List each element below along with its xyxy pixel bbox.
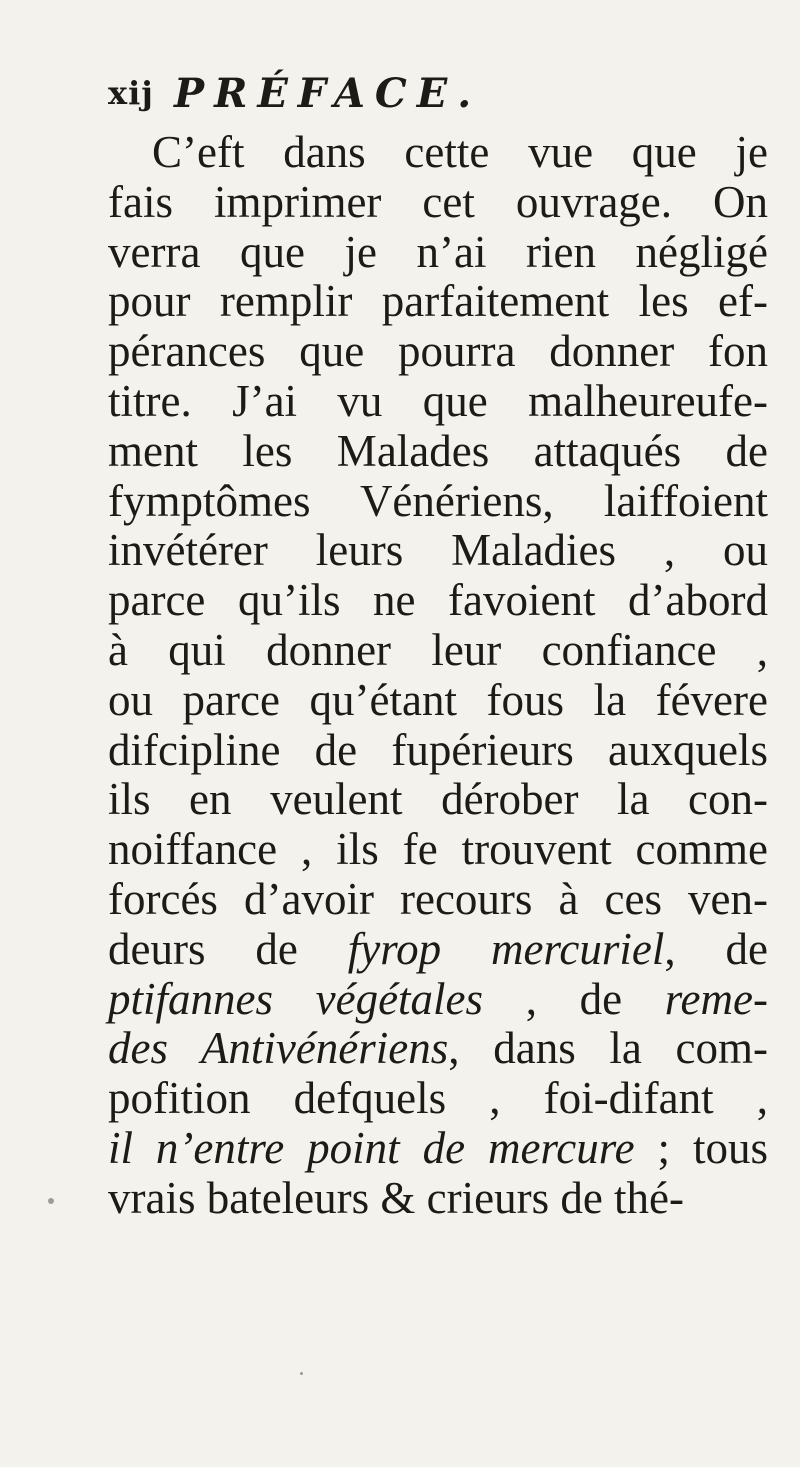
text-line <box>108 526 768 576</box>
text-segment: ou parce qu’étant fous la févere <box>108 674 768 725</box>
text-segment: parce qu’ils ne favoient d’abord <box>108 575 768 626</box>
page-header <box>108 70 728 120</box>
text-line <box>108 1124 768 1174</box>
italic-text: reme- <box>664 973 768 1024</box>
running-head: PRÉFACE. <box>174 70 482 117</box>
text-line <box>108 576 768 626</box>
text-line <box>108 1074 768 1124</box>
text-segment: , de <box>664 923 768 974</box>
text-segment: à qui donner leur confiance , <box>108 624 768 675</box>
text-line <box>108 775 768 825</box>
italic-text: des Antivénériens <box>108 1023 449 1074</box>
text-line <box>108 925 768 975</box>
text-line <box>108 726 768 776</box>
text-segment: noiffance , ils fe trouvent comme <box>108 824 768 875</box>
text-line <box>108 825 768 875</box>
text-segment: titre. J’ai vu que malheureufe- <box>108 375 768 426</box>
text-segment: fais imprimer cet ouvrage. On <box>108 176 768 227</box>
text-line <box>108 477 768 527</box>
text-segment: difcipline de fupérieurs auxquels <box>108 724 768 775</box>
text-segment: ils en veulent dérober la con- <box>108 774 768 825</box>
text-line <box>108 975 768 1025</box>
text-segment: pérances que pourra donner fon <box>108 326 768 377</box>
text-segment: , de <box>483 973 665 1024</box>
text-segment: deurs de <box>108 923 348 974</box>
text-line <box>108 875 768 925</box>
text-line <box>108 228 768 278</box>
text-line <box>108 1024 768 1074</box>
text-segment: invétérer leurs Maladies , ou <box>108 525 768 576</box>
italic-text: ptifannes végétales <box>108 973 484 1024</box>
text-segment: ; tous <box>634 1122 768 1173</box>
ink-spot-decoration <box>300 1372 303 1375</box>
body-text <box>108 128 768 1224</box>
text-segment: C’eft dans cette vue que je <box>152 127 768 177</box>
text-segment: , dans la com- <box>448 1023 769 1074</box>
text-segment: vrais bateleurs & crieurs de thé- <box>108 1172 685 1223</box>
italic-text: fyrop mercuriel <box>347 923 665 974</box>
text-line <box>108 277 768 327</box>
ink-spot-decoration <box>48 1198 54 1204</box>
text-line <box>108 626 768 676</box>
text-line <box>108 377 768 427</box>
text-segment: verra que je n’ai rien négligé <box>108 226 768 277</box>
page-number: xij <box>108 74 154 112</box>
text-line <box>108 676 768 726</box>
text-segment: forcés d’avoir recours à ces ven- <box>108 873 768 924</box>
text-line <box>108 128 768 178</box>
text-line <box>108 427 768 477</box>
text-line <box>108 327 768 377</box>
text-line <box>108 1174 768 1224</box>
text-line <box>108 178 768 228</box>
text-segment: ment les Malades attaqués de <box>108 425 768 476</box>
text-segment: fymptômes Vénériens, laiffoient <box>108 475 768 526</box>
text-segment: pour remplir parfaitement les ef- <box>108 276 768 327</box>
text-segment: pofition defquels , foi-difant , <box>108 1073 768 1124</box>
italic-text: il n’entre point de mercure <box>108 1122 635 1173</box>
